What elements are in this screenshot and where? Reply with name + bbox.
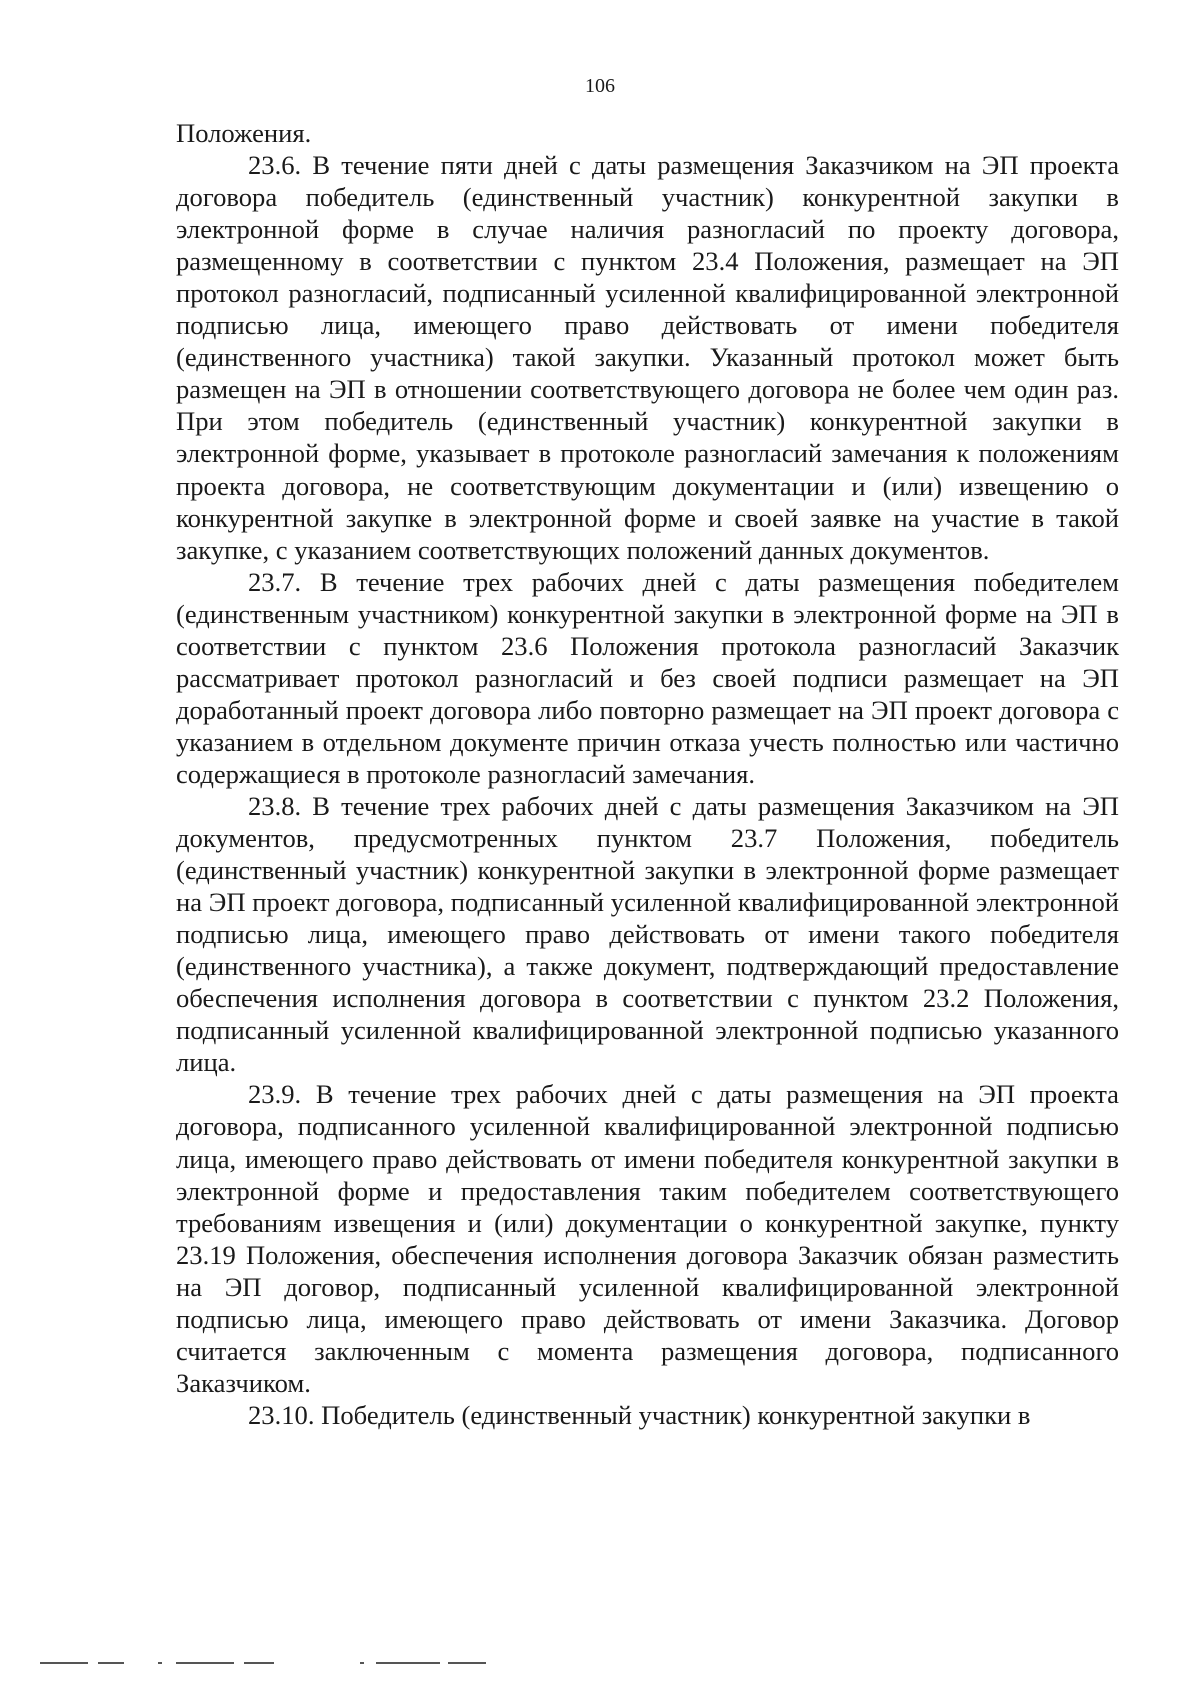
paragraph-continuation: Положения. <box>176 118 312 148</box>
scan-edge-marks <box>0 1660 1200 1666</box>
paragraph-23-9: 23.9. В течение трех рабочих дней с даты размещения на ЭП проекта договора, подписанного усиленной квалифицированной электронной подписью лица, имеющего право действовать от имени победителя конкурентной закупки в электронной форме и предоставления таким победителем соответствующего требованиям извещения и (или) документации о конкурентной закупке, пункту 23.19 Положения, обеспечения исполнения договора Заказчик обязан разместить на ЭП договор, подписанный усиленной квалифицированной электронной подписью лица, имеющего право действовать от имени Заказчика. Договор считается заключенным с момента размещения договора, подписанного Заказчиком. <box>176 1079 1119 1398</box>
paragraph-23-10: 23.10. Победитель (единственный участник) конкурентной закупки в <box>248 1399 1031 1430</box>
paragraph-23-8: 23.8. В течение трех рабочих дней с даты размещения Заказчиком на ЭП документов, предусмотренных пунктом 23.7 Положения, победитель (единственный участник) конкурентной закупки в электронной форме размещает на ЭП проект договора, подписанный усиленной квалифицированной электронной подписью лица, имеющего право действовать от имени такого победителя (единственного участника), а также документ, подтверждающий предоставление обеспечения исполнения договора в соответствии с пунктом 23.2 Положения, подписанный усиленной квалифицированной электронной подписью указанного лица. <box>176 790 1119 1078</box>
paragraph-23-6: 23.6. В течение пяти дней с даты размещения Заказчиком на ЭП проекта договора победитель (единственный участник) конкурентной закупки в электронной форме в случае наличия разногласий по проекту договора, размещенному в соответствии с пунктом 23.4 Положения, размещает на ЭП протокол разногласий, подписанный усиленной квалифицированной электронной подписью лица, имеющего право действовать от имени победителя (единственного участника) такой закупки. Указанный протокол может быть размещен на ЭП в отношении соответствующего договора не более чем один раз. При этом победитель (единственный участник) конкурентной закупки в электронной форме, указывает в протоколе разногласий замечания к положениям проекта договора, не соответствующим документации и (или) извещению о конкурентной закупке в электронной форме и своей заявке на участие в такой закупке, с указанием соответствующих положений данных документов. <box>176 150 1119 565</box>
page-number: 106 <box>585 75 615 97</box>
document-body <box>176 117 1119 1431</box>
paragraph-23-7: 23.7. В течение трех рабочих дней с даты размещения победителем (единственным участником) конкурентной закупки в электронной форме на ЭП в соответствии с пунктом 23.6 Положения протокола разногласий Заказчик рассматривает протокол разногласий и без своей подписи размещает на ЭП доработанный проект договора либо повторно размещает на ЭП проект договора с указанием в отдельном документе причин отказа учесть полностью или частично содержащиеся в протоколе разногласий замечания. <box>176 566 1119 789</box>
